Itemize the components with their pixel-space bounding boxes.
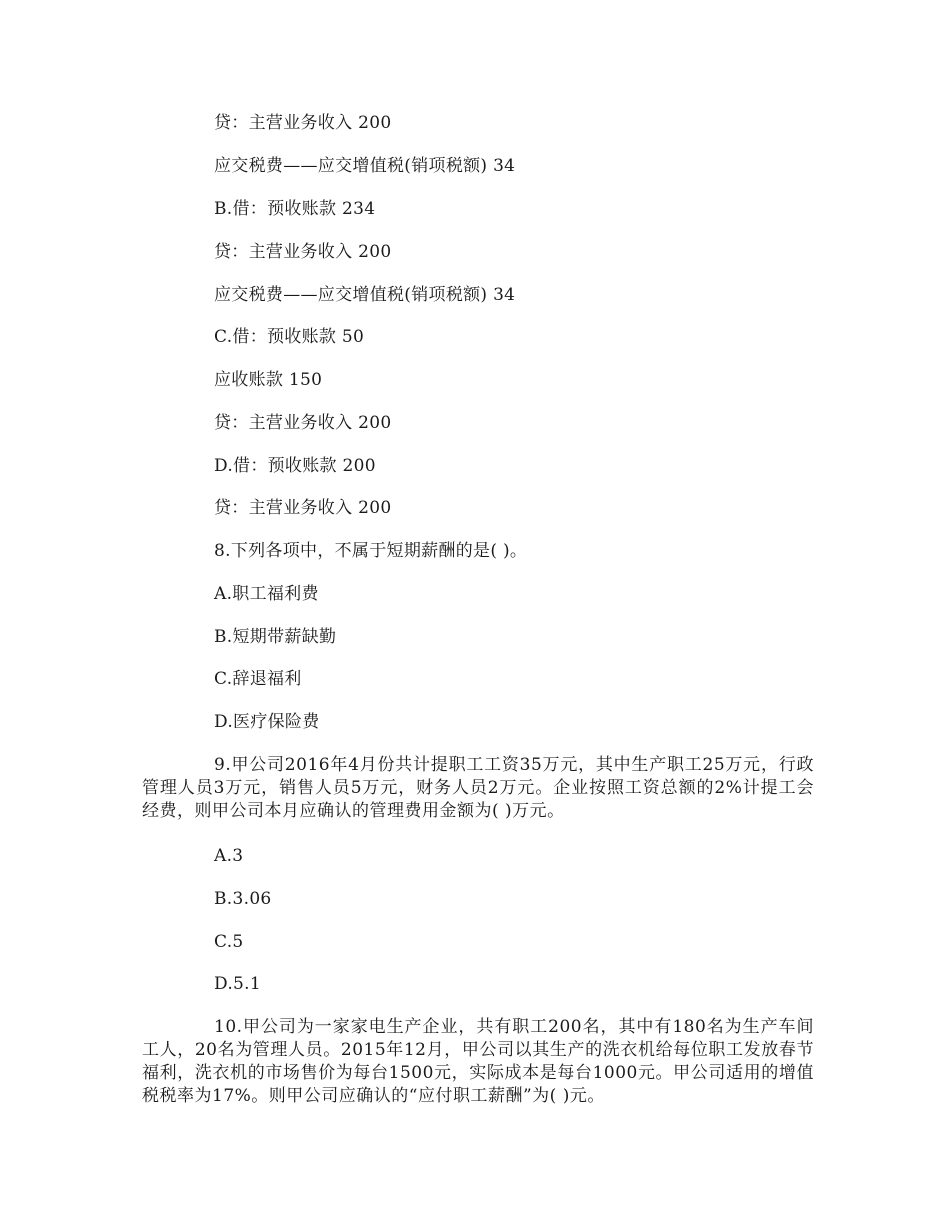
option-line: C.辞退福利 xyxy=(214,669,302,689)
option-line: D.医疗保险费 xyxy=(214,712,320,732)
text-line: 贷：主营业务收入 200 xyxy=(214,113,392,133)
option-line: A.3 xyxy=(214,846,244,866)
text-line: 应交税费——应交增值税(销项税额) 34 xyxy=(214,156,516,176)
text-line: 贷：主营业务收入 200 xyxy=(214,242,392,262)
question-8-title: 8.下列各项中，不属于短期薪酬的是( )。 xyxy=(214,541,528,561)
text-line: 应交税费——应交增值税(销项税额) 34 xyxy=(214,285,516,305)
option-line: B.短期带薪缺勤 xyxy=(214,627,337,647)
option-line: C.借：预收账款 50 xyxy=(214,327,365,347)
question-10-text: 10.甲公司为一家家电生产企业，共有职工200名，其中有180名为生产车间工人，20名为管理人员。2015年12月，甲公司以其生产的洗衣机给每位职工发放春节福利，洗衣机的市场售价为每台1500元，实际成本是每台1000元。甲公司适用的增值税税率为17%。则甲公司应确认的“应付职工薪酬”为( )元。 xyxy=(142,1017,814,1106)
question-9-text: 9.甲公司2016年4月份共计提职工工资35万元，其中生产职工25万元，行政管理人员3万元，销售人员5万元，财务人员2万元。企业按照工资总额的2%计提工会经费，则甲公司本月应确认的管理费用金额为( )万元。 xyxy=(142,755,814,821)
option-line: A.职工福利费 xyxy=(214,584,319,604)
text-line: 贷：主营业务收入 200 xyxy=(214,413,392,433)
option-line: B.3.06 xyxy=(214,889,272,909)
option-line: C.5 xyxy=(214,932,244,952)
option-line: D.借：预收账款 200 xyxy=(214,456,376,476)
option-line: B.借：预收账款 234 xyxy=(214,199,376,219)
text-line: 贷：主营业务收入 200 xyxy=(214,498,392,518)
option-line: D.5.1 xyxy=(214,974,261,994)
text-line: 应收账款 150 xyxy=(214,370,323,390)
